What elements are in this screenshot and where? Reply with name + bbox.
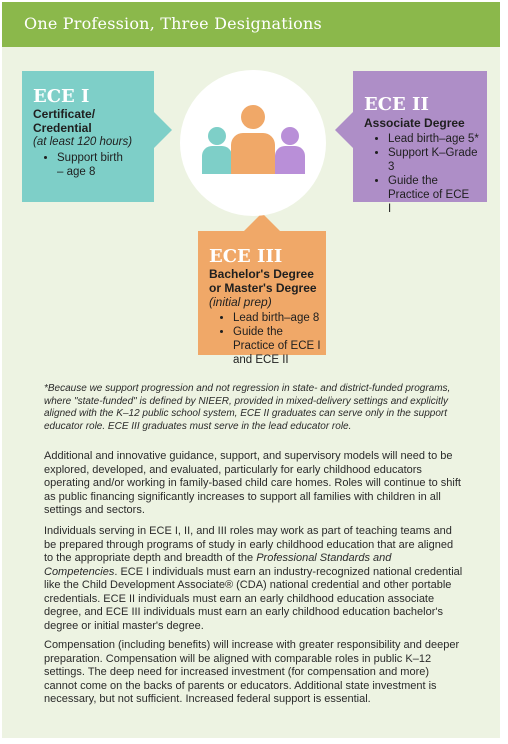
people-group-icon [180,70,326,216]
ece2-bullet: • Support K–Grade 3 [388,146,487,174]
paragraph-teaching-teams-part2: . ECE I individuals must earn an industry-recognized national credential like the Child Development Associate® (CDA) national credential and other portable credentials. ECE II individuals must earn an early childhood education associate degree, and ECE III individuals must earn an early childhood education bachelor's degree or initial master's degree. [44,565,463,632]
ece2-pointer [335,112,353,148]
page-title: One Profession, Three Designations [24,14,322,33]
ece2-subtitle: Associate Degree [364,116,465,130]
ece3-title: ECE III [209,246,283,267]
ece1-title: ECE I [33,86,90,107]
ece1-bullets [33,151,154,179]
paragraph-guidance: Additional and innovative guidance, support, and supervisory models will need to be explored, developed, and evaluated, particularly for early childhood educators operating and/or working in family-based child care homes. Roles will continue to shift as public financing significantly increases to support all families with children in all settings and sectors. [44,450,461,516]
ece3-bullet: • Guide the Practice of ECE I and ECE II [233,325,325,367]
paragraph-compensation: Compensation (including benefits) will increase with greater responsibility and deeper preparation. Compensation will be aligned with comparable roles in public K–12 settings. The deep need for increased investment (for compensation and more) cannot come on the backs of parents or educators. Additional state investment is necessary, but not sufficient. Increased federal support is essential. [44,639,460,705]
ece3-bullets [209,311,326,367]
ece2-title: ECE II [364,94,429,115]
ece2-bullets [364,132,487,216]
ece1-subtitle-line2: Credential [33,121,92,135]
header-bar [2,2,500,47]
ece3-subtitle-note: (initial prep) [209,295,272,309]
footnote: *Because we support progression and not regression in state- and district-funded programs, where "state-funded" is defined by NIEER, provided in mixed-delivery settings and explicitly aligned with the K–12 public school system, ECE II graduates can serve only in the support educator role. ECE III graduates must serve in the lead educator role. [44,383,451,432]
standards-reference: Professional Standards and Competencies [44,552,392,578]
ece3-subtitle [209,267,323,309]
center-circle [180,70,326,216]
ece2-card [353,71,487,215]
ece1-pointer [154,112,172,148]
paragraph-teaching-teams [44,525,464,633]
ece1-bullet: • Support birth – age 8 [57,151,127,179]
ece1-hours-note: (at least 120 hours) [33,136,133,148]
ece3-card [198,231,326,366]
ece2-bullet: • Lead birth–age 5* [388,132,487,146]
page-panel [2,2,500,738]
ece1-card [22,71,154,202]
ece3-subtitle-degree: Bachelor's Degree or Master's Degree [209,267,317,295]
paragraph-teaching-teams-part1: Individuals serving in ECE I, II, and III roles may work as part of teaching teams and be prepared through programs of study in early childhood education that are aligned to the appropriate depth and breadth of the [44,525,454,564]
ece2-bullet: • Guide the Practice of ECE I [388,174,474,216]
ece3-bullet: • Lead birth–age 8 [233,311,326,325]
ece1-subtitle-line1: Certificate/ [33,107,96,121]
